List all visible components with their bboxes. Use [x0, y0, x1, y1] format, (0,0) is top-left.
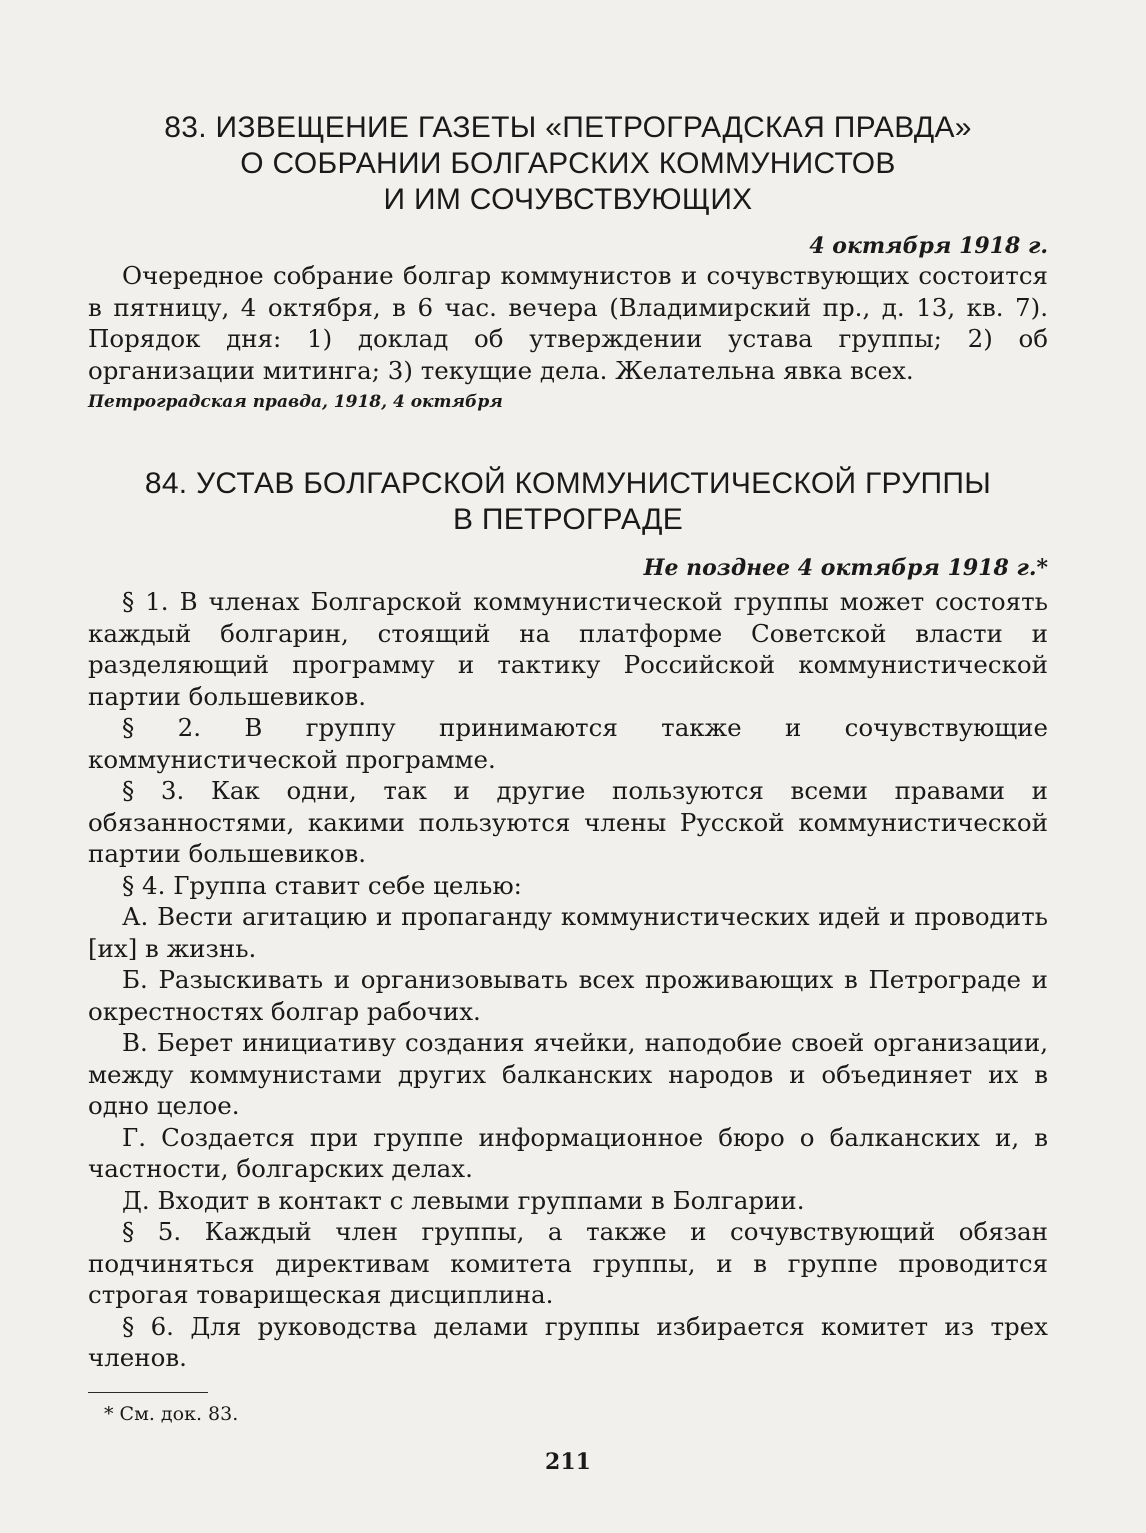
- doc84-date: Не позднее 4 октября 1918 г.*: [643, 555, 1048, 581]
- doc83-text: Очередное собрание болгар коммунистов и сочувствующих состоится в пятницу, 4 октября, в 6 час. вечера (Владимирский пр., д. 13, кв. 7). Порядок дня: 1) доклад об утверждении устава группы; 2) об организации митинга; 3) текущие дела. Желательна явка всех.: [88, 261, 1048, 385]
- paragraph: А. Вести агитацию и пропаганду коммунистических идей и проводить [их] в жизнь.: [88, 902, 1048, 963]
- doc83-source: Петроградская правда, 1918, 4 октября: [88, 392, 503, 412]
- doc83-heading-line: 83. ИЗВЕЩЕНИЕ ГАЗЕТЫ «ПЕТРОГРАДСКАЯ ПРАВДА»: [164, 111, 972, 144]
- doc83-heading-line: И ИМ СОЧУВСТВУЮЩИХ: [383, 183, 753, 216]
- doc84-heading: [88, 466, 1048, 538]
- paragraph: Б. Разыскивать и организовывать всех проживающих в Петрограде и окрестностях болгар рабочих.: [88, 965, 1048, 1026]
- doc83-date: 4 октября 1918 г.: [809, 233, 1048, 259]
- footnote: * См. док. 83.: [104, 1402, 239, 1425]
- doc83-heading-line: О СОБРАНИИ БОЛГАРСКИХ КОММУНИСТОВ: [240, 147, 896, 180]
- paragraph: В. Берет инициативу создания ячейки, наподобие своей организации, между коммунистами других балканских народов и объединяет их в одно целое.: [88, 1028, 1048, 1120]
- doc83-heading: [88, 110, 1048, 218]
- footnote-divider: [88, 1392, 208, 1393]
- doc84-heading-line: В ПЕТРОГРАДЕ: [452, 503, 684, 536]
- paragraph: Д. Входит в контакт с левыми группами в Болгарии.: [122, 1185, 805, 1215]
- doc84-heading-line: 84. УСТАВ БОЛГАРСКОЙ КОММУНИСТИЧЕСКОЙ ГРУППЫ: [144, 467, 992, 500]
- paragraph: § 2. В группу принимаются также и сочувствующие коммунистической программе.: [88, 713, 1048, 774]
- paragraph: § 1. В членах Болгарской коммунистической группы может состоять каждый болгарин, стоящий на платформе Советской власти и разделяющий программу и тактику Российской коммунистической партии большевиков.: [88, 587, 1048, 711]
- paragraph: § 3. Как одни, так и другие пользуются всеми правами и обязанностями, какими пользуются члены Русской коммунистической партии большевиков.: [88, 776, 1048, 868]
- paragraph: § 4. Группа ставит себе целью:: [122, 870, 522, 900]
- paragraph: § 5. Каждый член группы, а также и сочувствующий обязан подчиняться директивам комитета группы, и в группе проводится строгая товарищеская дисциплина.: [88, 1217, 1048, 1309]
- page-number: 211: [545, 1448, 591, 1475]
- document-page: [88, 96, 1048, 1475]
- paragraph: § 6. Для руководства делами группы избирается комитет из трех членов.: [88, 1311, 1048, 1372]
- paragraph: Г. Создается при группе информационное бюро о балканских и, в частности, болгарских делах.: [88, 1122, 1048, 1183]
